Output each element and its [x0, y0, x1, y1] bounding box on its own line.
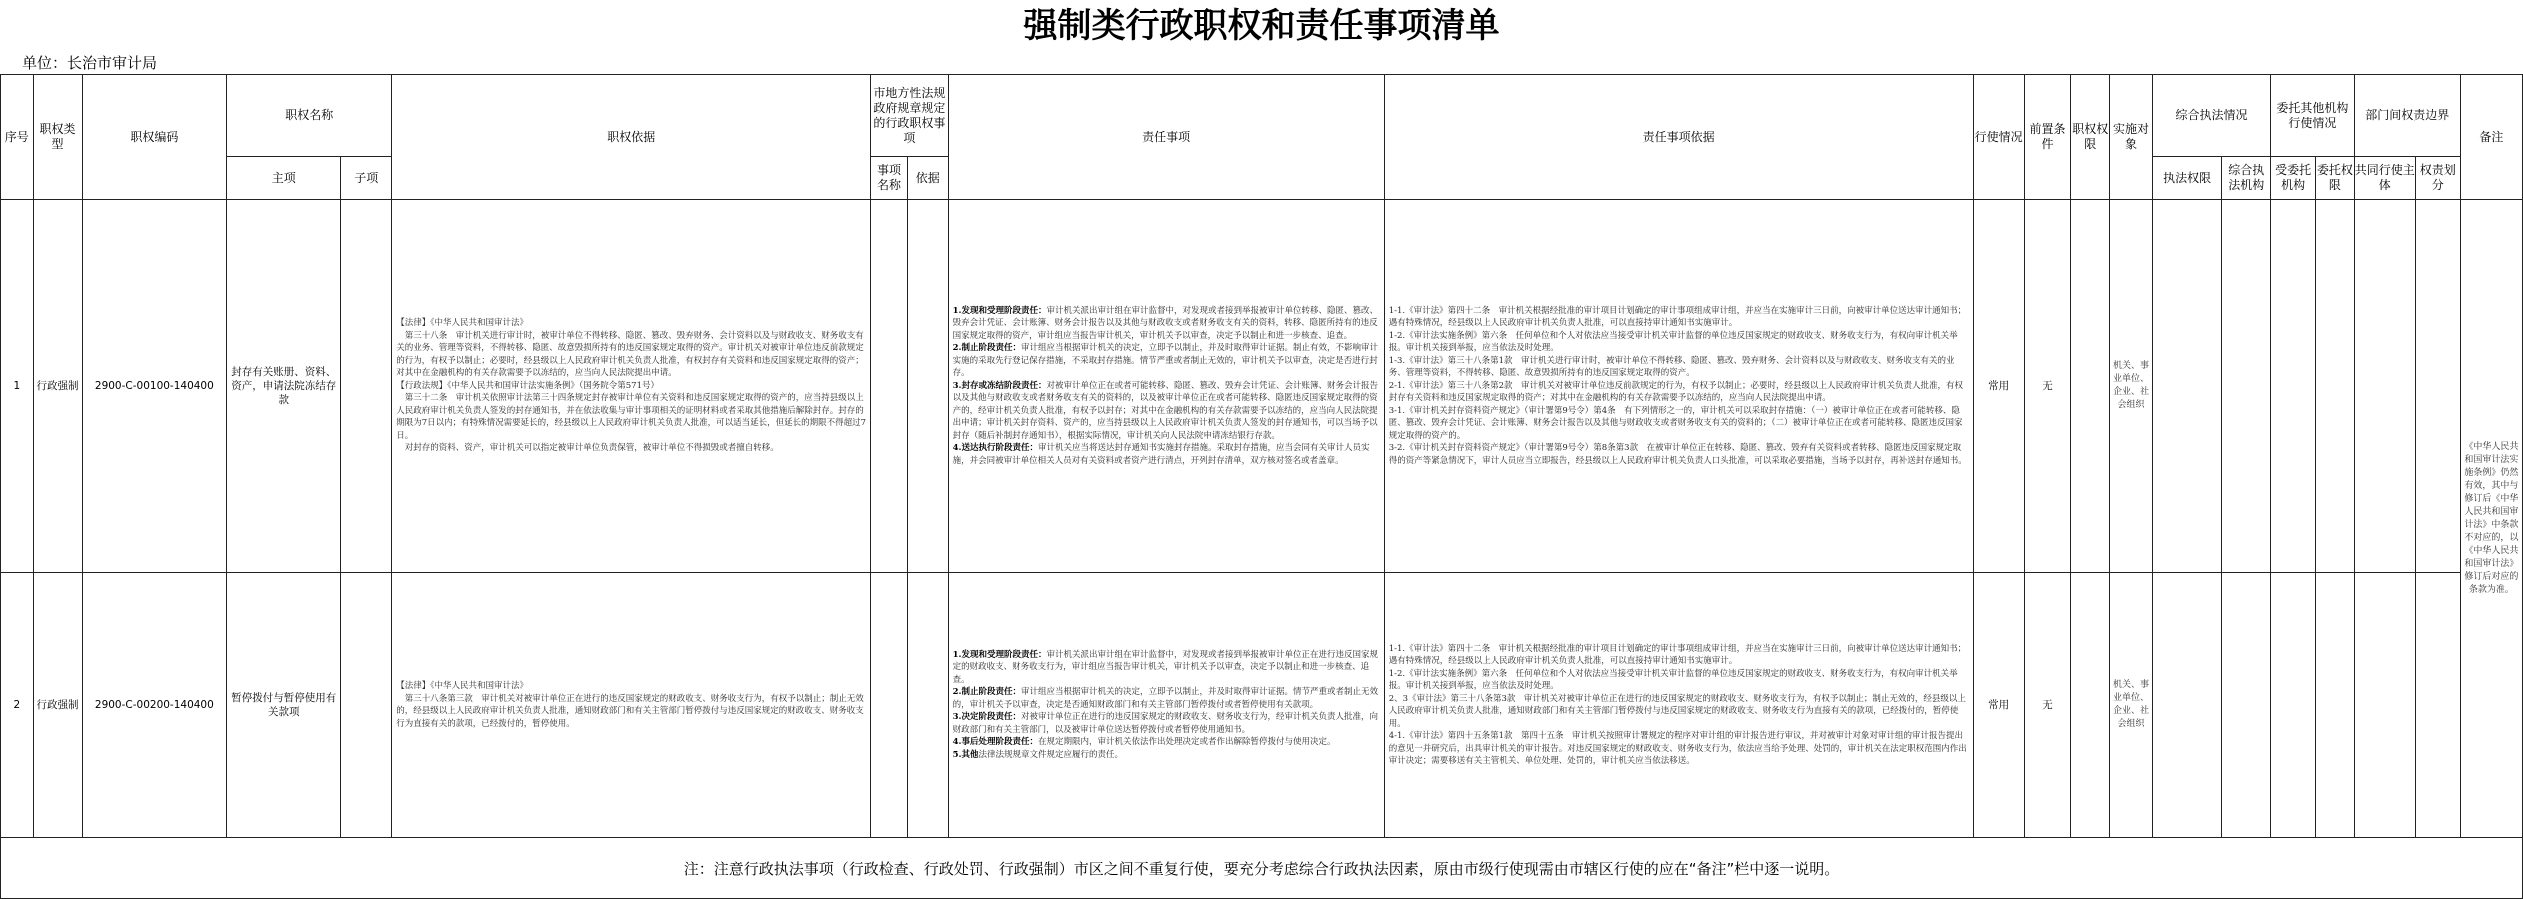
header-type: 职权类型: [33, 75, 82, 200]
duty-basis-paragraph: 2、3《审计法》第三十八条第3款 审计机关对被审计单位正在进行的违反国家规定的财政收支、财务收支行为，有权予以制止；制止无效的，经县级以上人民政府审计机关负责人批准，通知财政部门和有关主管部门暂停拨付与违反国家规定的财政收支、财务收支行为直接有关的款项，已经拨付的，暂停使用。: [1388, 693, 1966, 729]
duty-label: 1.发现和受理阶段责任：: [952, 305, 1047, 316]
duty-label: 3.决定阶段责任：: [952, 712, 1021, 723]
duty-paragraph: [953, 686, 1380, 711]
unit-label: 单位：长治市审计局: [22, 54, 158, 72]
header-entrusted: 委托其他机构行使情况: [2271, 75, 2355, 157]
header-duty-basis: 责任事项依据: [1384, 75, 1973, 200]
header-basis: 职权依据: [392, 75, 871, 200]
cell-local-item-name: [871, 573, 908, 838]
header-name: 职权名称: [227, 75, 392, 157]
duty-label: 3.封存或冻结阶段责任：: [952, 380, 1047, 391]
header-co-subject: 共同行使主体: [2354, 157, 2415, 200]
duty-basis-paragraph: 1-2.《审计法实施条例》第六条 任何单位和个人对依法应当接受审计机关审计监督的单位违反国家规定的财政收支、财务收支行为，有权向审计机关举报。审计机关接到举报，应当依法及时处理。: [1388, 668, 1958, 691]
duty-label: 2.制止阶段责任：: [952, 343, 1021, 354]
cell-entrusted-agency: [2271, 573, 2316, 838]
duty-text: 对被审计单位正在或者可能转移、隐匿、篡改、毁弃会计凭证、会计账簿、财务会计报告以及其他与财政收支或者财务收支有关的资料的，以及被审计单位正在或者可能转移、隐匿违反国家规定取得的资产的，经审计机关负责人批准，有权予以封存；对其中在金融机构的有关存款需要予以冻结的，应当向人民法院提出申请；审计机关封存资料、资产的，应当持县级以上人民政府审计机关负责人签发的封存通知书，可以当场予以封存（随后补制封存通知书），根据实际情况，审计机关向人民法院申请冻结银行存款。: [952, 380, 1378, 441]
duty-text: 法律法规规章文件规定应履行的责任。: [978, 749, 1123, 760]
cell-main-item: 暂停拨付与暂停使用有关款项: [227, 573, 341, 838]
duty-paragraph: [953, 711, 1380, 736]
header-local-item-name: 事项名称: [871, 157, 908, 200]
duty-table: [0, 74, 2523, 899]
table-row: [1, 200, 2523, 573]
basis-paragraph: 对封存的资料、资产，审计机关可以指定被审计单位负责保管，被审计单位不得损毁或者擅自转移。: [396, 443, 779, 454]
header-entrusted-agency: 受委托机构: [2271, 157, 2316, 200]
cell-duty: [948, 573, 1384, 838]
header-local-basis: 依据: [907, 157, 948, 200]
cell-co-subject: [2354, 200, 2415, 573]
basis-paragraph: 【法律】《中华人民共和国审计法》: [396, 318, 529, 329]
cell-basis: [392, 200, 871, 573]
duty-basis-paragraph: 1-2.《审计法实施条例》第六条 任何单位和个人对依法应当接受审计机关审计监督的单位违反国家规定的财政收支、财务收支行为，有权向审计机关举报。审计机关接到举报，应当依法及时处理。: [1388, 330, 1958, 354]
header-authority: 职权权限: [2071, 75, 2110, 200]
cell-target: 机关、事业单位、企业、社会组织: [2110, 573, 2153, 838]
header-division: 权责划分: [2415, 157, 2460, 200]
cell-basis: [392, 573, 871, 838]
header-precondition: 前置条件: [2024, 75, 2071, 200]
cell-duty-basis: [1384, 573, 1973, 838]
cell-sub-item: [341, 573, 392, 838]
basis-paragraph: 第三十二条 审计机关依照审计法第三十四条规定封存被审计单位有关资料和违反国家规定取得的资产的，应当持县级以上人民政府审计机关负责人签发的封存通知书，并在依法收集与审计事项相关的证明材料或者采取其他措施后解除封存。封存的期限为7日以内；有特殊情况需要延长的，经县级以上人民政府审计机关负责人批准，可以适当延长，但延长的期限不得超过7日。: [396, 393, 867, 441]
header-code: 职权编码: [82, 75, 227, 200]
cell-type: 行政强制: [33, 200, 82, 573]
header-enforcement-agency: 综合执法机构: [2222, 157, 2271, 200]
duty-paragraph: [953, 342, 1380, 380]
cell-co-subject: [2354, 573, 2415, 838]
duty-label: 4.事后处理阶段责任：: [952, 737, 1038, 748]
cell-precondition: 无: [2024, 573, 2071, 838]
duty-paragraph: [953, 380, 1380, 443]
footnote: 注：注意行政执法事项（行政检查、行政处罚、行政强制）市区之间不重复行使，要充分考虑综合行政执法因素，原由市级行使现需由市辖区行使的应在“备注”栏中逐一说明。: [1, 838, 2523, 899]
header-remark: 备注: [2460, 75, 2522, 200]
duty-label: 4.送达执行阶段责任：: [952, 443, 1038, 454]
duty-paragraph: [953, 749, 1380, 762]
cell-authority: [2071, 573, 2110, 838]
cell-duty: [948, 200, 1384, 573]
header-entrusted-authority: 委托权限: [2315, 157, 2354, 200]
cell-division: [2415, 573, 2460, 838]
cell-local-basis: [907, 200, 948, 573]
duty-paragraph: [953, 649, 1380, 687]
duty-basis-paragraph: 1-1.《审计法》第四十二条 审计机关根据经批准的审计项目计划确定的审计事项组成审计组，并应当在实施审计三日前，向被审计单位送达审计通知书；遇有特殊情况，经县级以上人民政府审计机关负责人批准，可以直接持审计通知书实施审计。: [1388, 643, 1967, 666]
duty-basis-paragraph: 3-2.《审计机关封存资料资产规定》（审计署第9号令）第8条第3款 在被审计单位正在转移、隐匿、篡改、毁弃有关资料或者转移、隐匿违反国家规定取得的资产等紧急情况下，审计人员应当立即报告，经县级以上人民政府审计机关负责人口头批准，可以采取必要措施，当场予以封存，再补送封存通知书。: [1388, 443, 1967, 466]
cell-entrusted-authority: [2315, 200, 2354, 573]
header-boundary: 部门间权责边界: [2354, 75, 2460, 157]
cell-main-item: 封存有关账册、资料、资产，申请法院冻结存款: [227, 200, 341, 573]
duty-paragraph: [953, 736, 1380, 749]
cell-local-item-name: [871, 200, 908, 573]
duty-basis-paragraph: 1-3.《审计法》第三十八条第1款 审计机关进行审计时，被审计单位不得转移、隐匿、篡改、毁弃财务、会计资料以及与财政收支、财务收支有关的业务、管理等资料，不得转移、隐匿、故意毁损所持有的违反国家规定取得的资产。: [1388, 355, 1955, 379]
cell-duty-basis: [1384, 200, 1973, 573]
duty-text: 对被审计单位正在进行的违反国家规定的财政收支、财务收支行为，经审计机关负责人批准，向财政部门和有关主管部门，以及被审计单位送达暂停拨付或者暂停使用通知书。: [952, 712, 1378, 735]
cell-exercise: 常用: [1973, 573, 2024, 838]
header-main-item: 主项: [227, 157, 341, 200]
cell-exercise: 常用: [1973, 200, 2024, 573]
duty-text: 审计组应当根据审计机关的决定，立即予以制止，并及时取得审计证据。制止有效，不影响审计实施的采取先行登记保存措施，不采取封存措施。情节严重或者制止无效的，审计机关予以审查，决定是否进行封存。: [952, 343, 1378, 379]
cell-enforcement-agency: [2222, 200, 2271, 573]
cell-enforcement-agency: [2222, 573, 2271, 838]
cell-authority: [2071, 200, 2110, 573]
header-local-regs: 市地方性法规政府规章规定的行政职权事项: [871, 75, 948, 157]
header-seq: 序号: [1, 75, 34, 200]
duty-text: 审计机关应当将送达封存通知书实施封存措施。采取封存措施，应当会同有关审计人员实施，并会同被审计单位相关人员对有关资料或者资产进行清点，开列封存清单，双方核对签名或者盖章。: [952, 443, 1370, 466]
basis-paragraph: 【行政法规】《中华人民共和国审计法实施条例》（国务院令第571号）: [396, 380, 659, 391]
duty-text: 审计机关派出审计组在审计监督中，对发现或者接到举报被审计单位正在进行违反国家规定的财政收支、财务收支行为，审计组应当报告审计机关，审计机关予以审查，决定予以制止和进一步核查、追查。: [952, 649, 1378, 685]
table-header: [1, 75, 2523, 200]
header-sub-item: 子项: [341, 157, 392, 200]
note-row: [1, 838, 2523, 899]
duty-basis-paragraph: 1-1.《审计法》第四十二条 审计机关根据经批准的审计项目计划确定的审计事项组成审计组，并应当在实施审计三日前，向被审计单位送达审计通知书；遇有特殊情况，经县级以上人民政府审计机关负责人批准，可以直接持审计通知书实施审计。: [1388, 305, 1967, 329]
header-exercise: 行使情况: [1973, 75, 2024, 200]
cell-enforcement-authority: [2152, 200, 2221, 573]
duty-label: 1.发现和受理阶段责任：: [952, 649, 1047, 660]
basis-paragraph: 【法律】《中华人民共和国审计法》: [396, 681, 529, 691]
duty-text: 审计机关派出审计组在审计监督中，对发现或者接到举报被审计单位转移、隐匿、篡改、毁弃会计凭证、会计账簿、财务会计报告以及其他与财政收支或者财务收支有关的资料，转移、隐匿所持有的违反国家规定取得的资产，审计组应当报告审计机关，审计机关予以审查，决定予以制止和进一步核查、追查。: [952, 305, 1378, 341]
duty-text: 在规定期限内，审计机关依法作出处理决定或者作出解除暂停拨付与使用决定。: [1037, 737, 1336, 748]
cell-entrusted-agency: [2271, 200, 2316, 573]
duty-label: 2.制止阶段责任：: [952, 687, 1021, 698]
cell-local-basis: [907, 573, 948, 838]
duty-basis-paragraph: 2-1.《审计法》第三十八条第2款 审计机关对被审计单位违反前款规定的行为，有权予以制止；必要时，经县级以上人民政府审计机关负责人批准，有权封存有关资料和违反国家规定取得的资产；对其中在金融机构的有关存款需要予以冻结的，应当向人民法院提出申请。: [1388, 380, 1964, 404]
cell-division: [2415, 200, 2460, 573]
page-title: 强制类行政职权和责任事项清单: [1023, 6, 1500, 46]
header-enforcement-authority: 执法权限: [2152, 157, 2221, 200]
table-row: [1, 573, 2523, 838]
duty-paragraph: [953, 305, 1380, 343]
cell-code: 2900-C-00200-140400: [82, 573, 227, 838]
duty-text: 审计组应当根据审计机关的决定，立即予以制止，并及时取得审计证据。情节严重或者制止无效的，审计机关予以审查，决定是否通知财政部门和有关主管部门暂停拨付或者暂停使用有关款项。: [952, 687, 1378, 710]
basis-paragraph: 第三十八条 审计机关进行审计时，被审计单位不得转移、隐匿、篡改、毁弃财务、会计资料以及与财政收支、财务收支有关的业务、管理等资料，不得转移、隐匿、故意毁损所持有的违反国家规定取得的资产。审计机关对被审计单位违反前款规定的行为，有权予以制止；必要时，经县级以上人民政府审计机关负责人批准，有权封存有关资料和违反国家规定取得的资产；对其中在金融机构的有关存款需要予以冻结的，应当向人民法院提出申请。: [396, 330, 864, 379]
cell-type: 行政强制: [33, 573, 82, 838]
duty-basis-paragraph: 4-1.《审计法》第四十五条第1款 第四十五条 审计机关按照审计署规定的程序对审计组的审计报告进行审议，并对被审计对象对审计组的审计报告提出的意见一并研究后，出具审计机关的审计报告。对违反国家规定的财政收支、财务收支行为，依法应当给予处理、处罚的，审计机关在法定职权范围内作出审计决定；需要移送有关主管机关、单位处理、处罚的，审计机关应当依法移送。: [1388, 731, 1967, 766]
cell-entrusted-authority: [2315, 573, 2354, 838]
cell-seq: 2: [1, 573, 34, 838]
cell-target: 机关、事业单位、企业、社会组织: [2110, 200, 2153, 573]
header-target: 实施对象: [2110, 75, 2153, 200]
duty-basis-paragraph: 3-1.《审计机关封存资料资产规定》（审计署第9号令）第4条 有下列情形之一的，审计机关可以采取封存措施：（一）被审计单位正在或者可能转移、隐匿、篡改、毁弃会计凭证、会计账簿、财务会计报告以及其他与财政收支或者财务收支有关的资料的；（二）被审计单位正在或者可能转移、隐匿违反国家规定取得的资产的。: [1388, 405, 1963, 441]
table-body: [1, 200, 2523, 899]
cell-remark: 《中华人民共和国审计法实施条例》仍然有效，其中与修订后《中华人民共和国审计法》中条款不对应的，以《中华人民共和国审计法》修订后对应的条款为准。: [2460, 200, 2522, 838]
cell-seq: 1: [1, 200, 34, 573]
cell-enforcement-authority: [2152, 573, 2221, 838]
cell-precondition: 无: [2024, 200, 2071, 573]
header-comprehensive: 综合执法情况: [2152, 75, 2270, 157]
basis-paragraph: 第三十八条第三款 审计机关对被审计单位正在进行的违反国家规定的财政收支、财务收支行为，有权予以制止；制止无效的，经县级以上人民政府审计机关负责人批准，通知财政部门和有关主管部门暂停拨付与违反国家规定的财政收支、财务收支行为直接有关的款项，已经拨付的，暂停使用。: [396, 693, 864, 729]
header-duty: 责任事项: [948, 75, 1384, 200]
duty-paragraph: [953, 442, 1380, 467]
cell-sub-item: [341, 200, 392, 573]
duty-label: 5.其他: [952, 749, 979, 760]
cell-code: 2900-C-00100-140400: [82, 200, 227, 573]
